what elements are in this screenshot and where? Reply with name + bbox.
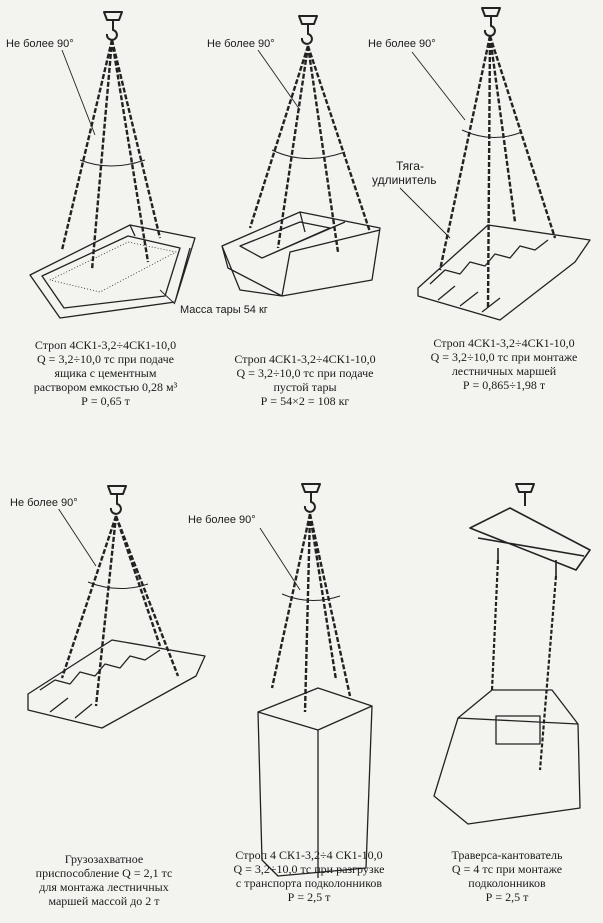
figure-1-mortar-box xyxy=(30,12,195,318)
leader-line xyxy=(400,52,465,238)
angle-arc xyxy=(80,160,145,166)
traverse-beam xyxy=(470,508,590,578)
tare-boxes xyxy=(222,212,380,296)
angle-arc xyxy=(272,150,345,159)
figure-5-column-base xyxy=(258,484,372,878)
figure-3-caption: Строп 4СК1-3,2÷4СК1-10,0 Q = 3,2÷10,0 тс при монтаже лестничных маршей Р = 0,865÷1,98 т xyxy=(430,336,578,392)
stairs xyxy=(418,225,590,320)
figure-6-caption: Траверса-кантователь Q = 4 тс при монтаже подколонников Р = 2,5 т xyxy=(451,848,563,904)
mortar-box xyxy=(30,225,195,318)
angle-note: Не более 90° xyxy=(188,514,256,526)
leader-line xyxy=(258,50,300,110)
column-base-frustum xyxy=(434,690,580,824)
tare-mass-label: Масса тары 54 кг xyxy=(180,304,268,316)
hook-icon xyxy=(104,12,122,40)
angle-arc xyxy=(462,130,522,138)
figure-2-caption: Строп 4СК1-3,2÷4СК1-10,0 Q = 3,2÷10,0 тс при подаче пустой тары Р = 54×2 = 108 кг xyxy=(234,352,376,408)
stairs xyxy=(28,640,205,728)
angle-note: Не более 90° xyxy=(6,38,74,50)
sling-chains xyxy=(62,516,178,706)
leader-line xyxy=(58,508,96,566)
puller-label-line2: удлинитель xyxy=(372,173,437,187)
hook-icon xyxy=(302,484,320,512)
leader-line xyxy=(260,528,300,590)
figure-6-traverse-tilter xyxy=(434,484,590,824)
figure-2-empty-tare xyxy=(222,16,380,296)
sling-chains xyxy=(272,514,350,712)
figure-5-caption: Строп 4 СК1-3,2÷4 СК1-10,0 Q = 3,2÷10,0 тс при разгрузке с транспорта подколонников Р = 2,5 т xyxy=(233,848,385,904)
figure-1-caption: Строп 4СК1-3,2÷4СК1-10,0 Q = 3,2÷10,0 тс при подаче ящика с цементным раствором емкостью 0,28 м³ Р = 0,65 т xyxy=(33,338,178,408)
figure-4-stair-gripper xyxy=(28,486,205,728)
angle-note: Не более 90° xyxy=(10,497,78,509)
angle-note: Не более 90° xyxy=(207,38,275,50)
sling-chains xyxy=(440,36,555,308)
sling-chains xyxy=(62,40,160,270)
figure-4-caption: Грузозахватное приспособление Q = 2,1 тс для монтажа лестничных маршей массой до 2 т xyxy=(35,852,173,908)
hook-icon xyxy=(516,484,534,506)
mortar-fill xyxy=(50,242,176,292)
hook-icon xyxy=(482,8,500,36)
sling-chains xyxy=(250,46,370,252)
hook-icon xyxy=(108,486,126,514)
tilter-chains xyxy=(492,560,556,770)
angle-note: Не более 90° xyxy=(368,38,436,50)
hook-icon xyxy=(299,16,317,44)
puller-label-line1: Тяга- xyxy=(396,159,424,173)
figure-3-stair-flight xyxy=(400,8,590,320)
